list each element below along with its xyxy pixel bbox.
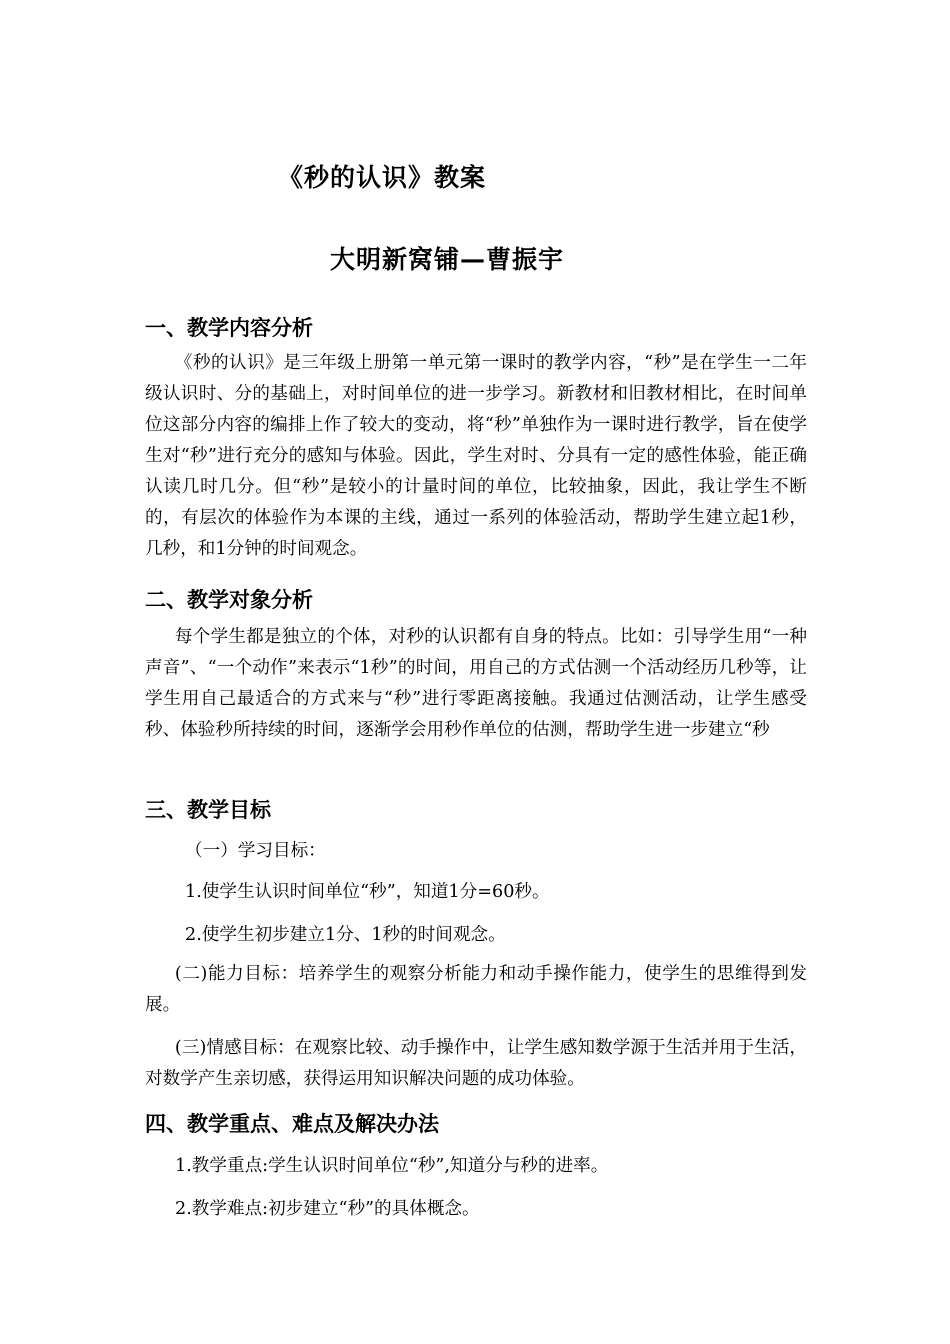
objective-emotion-paragraph: (三)情感目标：在观察比较、动手操作中，让学生感知数学源于生活并用于生活，对数学产生亲切感，获得运用知识解决问题的成功体验。: [145, 1038, 807, 1089]
section-paragraph-student-analysis: 每个学生都是独立的个体，对秒的认识都有自身的特点。比如：引导学生用“一种声音”、“一个动作”来表示“1秒”的时间，用自己的方式估测一个活动经历几秒等，让学生用自己最适合的方式来与“秒”进行零距离接触。我通过估测活动，让学生感受秒、体验秒所持续的时间，逐渐学会用秒作单位的估测，帮助学生进一步建立“秒: [145, 627, 807, 740]
section-heading-student-analysis: 二、教学对象分析: [145, 588, 313, 612]
section-heading-content-analysis: 一、教学内容分析: [145, 316, 313, 340]
key-point-item-1: 1.教学重点:学生认识时间单位“秒”,知道分与秒的进率。: [175, 1156, 609, 1176]
section-heading-key-points: 四、教学重点、难点及解决办法: [145, 1112, 439, 1136]
document-author: 大明新窝铺—曹振宇: [330, 245, 565, 274]
objective-item-2: 2.使学生初步建立1分、1秒的时间观念。: [185, 925, 506, 945]
objective-subheading-learning: （一）学习目标：: [185, 841, 326, 861]
section-paragraph-content-analysis: 《秒的认识》是三年级上册第一单元第一课时的教学内容，“秒”是在学生一二年级认识时、分的基础上，对时间单位的进一步学习。新教材和旧教材相比，在时间单位这部分内容的编排上作了较大的变动，将“秒”单独作为一课时进行教学，旨在使学生对“秒”进行充分的感知与体验。因此，学生对时、分具有一定的感性体验，能正确认读几时几分。但“秒”是较小的计量时间的单位，比较抽象，因此，我让学生不断的，有层次的体验作为本课的主线，通过一系列的体验活动，帮助学生建立起1秒，几秒，和1分钟的时间观念。: [145, 353, 807, 559]
section-heading-objectives: 三、教学目标: [145, 798, 271, 822]
objective-ability-paragraph: (二)能力目标：培养学生的观察分析能力和动手操作能力，使学生的思维得到发展。: [145, 964, 807, 1015]
key-point-item-2: 2.教学难点:初步建立“秒”的具体概念。: [175, 1199, 480, 1219]
document-title: 《秒的认识》教案: [278, 163, 487, 192]
objective-item-1: 1.使学生认识时间单位“秒”，知道1分=60秒。: [185, 882, 550, 902]
